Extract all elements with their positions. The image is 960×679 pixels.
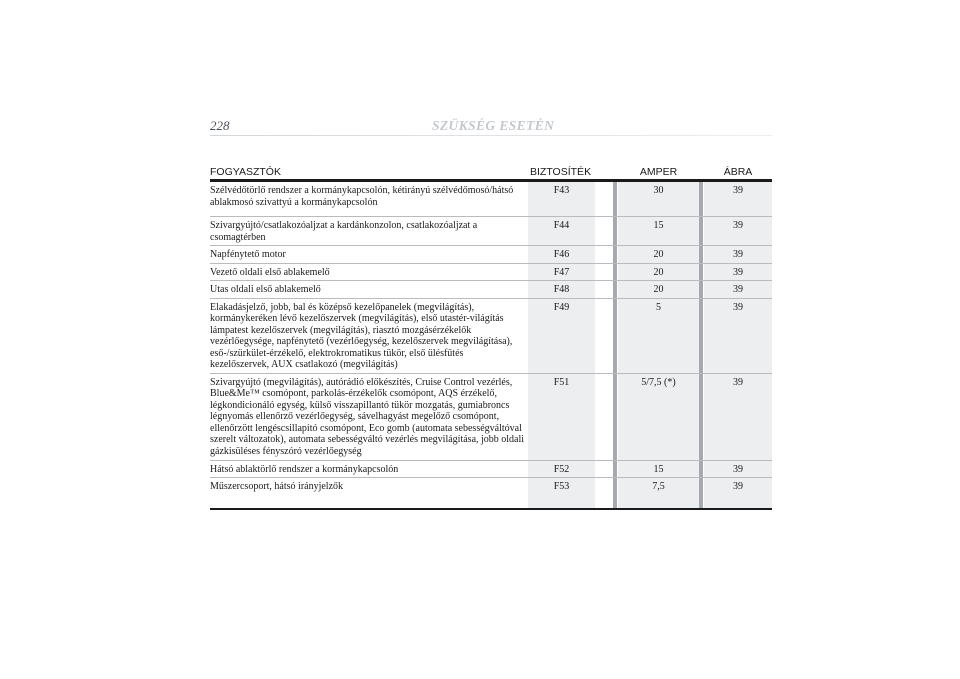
amp-cell: 20 xyxy=(653,249,664,260)
consumer-cell: Szélvédőtörlő rendszer a kormánykapcsolón, kétirányú szélvédőmosó/hátsó ablakmosó szivattyú a kormánykapcsolón xyxy=(210,185,514,208)
table-row xyxy=(210,217,772,246)
table-row xyxy=(210,182,772,217)
page-number: 228 xyxy=(210,118,230,133)
figure-cell: 39 xyxy=(733,481,743,492)
fuse-table xyxy=(210,162,772,510)
table-row xyxy=(210,299,772,374)
table-header xyxy=(210,162,772,179)
table-row xyxy=(210,281,772,299)
amp-cell: 5/7,5 (*) xyxy=(641,376,676,388)
figure-cell: 39 xyxy=(733,249,743,260)
figure-cell: 39 xyxy=(733,284,743,295)
consumer-cell: Szivargyújtó/csatlakozóaljzat a kardánkonzolon, csatlakozóaljzat a csomagtérben xyxy=(210,220,478,243)
table-row xyxy=(210,461,772,479)
amp-cell: 20 xyxy=(653,266,664,278)
header-figure: ÁBRA xyxy=(723,166,753,178)
consumer-cell: Vezető oldali első ablakemelő xyxy=(210,266,330,278)
table-row xyxy=(210,246,772,264)
header-amp: AMPER xyxy=(639,166,678,178)
consumer-cell: Napfénytető motor xyxy=(210,249,286,260)
figure-cell: 39 xyxy=(733,220,743,231)
table-body xyxy=(210,182,772,495)
amp-cell: 7,5 xyxy=(652,481,665,492)
figure-cell: 39 xyxy=(733,301,743,313)
consumer-cell: Utas oldali első ablakemelő xyxy=(210,284,321,295)
consumer-cell: Szivargyújtó (megvilágítás), autórádió előkészítés, Cruise Control vezérlés, Blue&Me™ csomópont, parkolás-érzékelők csomópont, AQS érzékelő, légkondicionáló egység, külső visszapillantó tükör mozgatás, gumiabroncs légnyomás ellenőrző vezérlőegység, sávelhagyást megelőző csomópont, ellenőrzött lengéscsillapító csomópont, Eco gomb (automata sebességváltóval szerelt változatok), automata sebességváltó vezérlés megvilágítása, jobb oldali gázkisüléses fényszóró vezérlőegység xyxy=(210,376,525,457)
fuse-cell: F46 xyxy=(553,249,570,260)
header-consumers: FOGYASZTÓK xyxy=(210,166,281,178)
figure-cell: 39 xyxy=(733,376,743,388)
fuse-cell: F53 xyxy=(553,481,570,492)
fuse-cell: F47 xyxy=(553,266,570,278)
consumer-cell: Hátsó ablaktörlő rendszer a kormánykapcsolón xyxy=(210,463,399,475)
table-row xyxy=(210,374,772,461)
header-rule xyxy=(210,135,772,136)
figure-cell: 39 xyxy=(733,266,743,278)
fuse-cell: F49 xyxy=(553,301,570,313)
table-row xyxy=(210,478,772,495)
amp-cell: 5 xyxy=(656,301,661,313)
table-row xyxy=(210,264,772,282)
header-fuse: BIZTOSÍTÉK xyxy=(530,166,592,178)
amp-cell: 20 xyxy=(653,284,664,295)
figure-cell: 39 xyxy=(733,463,743,475)
consumer-cell: Műszercsoport, hátsó irányjelzők xyxy=(210,481,344,492)
amp-cell: 15 xyxy=(653,220,664,231)
figure-cell: 39 xyxy=(733,185,743,196)
page-header xyxy=(210,118,772,142)
fuse-cell: F44 xyxy=(553,220,570,231)
section-title: SZÜKSÉG ESETÉN xyxy=(432,118,555,133)
fuse-cell: F51 xyxy=(553,376,570,388)
amp-cell: 15 xyxy=(653,463,664,475)
amp-cell: 30 xyxy=(653,185,664,196)
consumer-cell: Elakadásjelző, jobb, bal és középső kezelőpanelek (megvilágítás), kormánykeréken lévő kezelőszervek (megvilágítás), első utastér-világítás lámpatest kezelőszervek (megvilágítás), riasztó mozgásérzékelők vezérlőegysége, napfénytető (vezérlőegység, kezelőszervek megvilágítása), eső-/szürkület-érzékelő, elektrokromatikus tükör, első ülésfűtés kezelőszervek, AUX csatlakozó (megvilágítás) xyxy=(210,301,513,370)
table-bottom-rule xyxy=(210,508,772,510)
fuse-cell: F48 xyxy=(553,284,570,295)
fuse-cell: F52 xyxy=(553,463,570,475)
fuse-cell: F43 xyxy=(553,185,570,196)
